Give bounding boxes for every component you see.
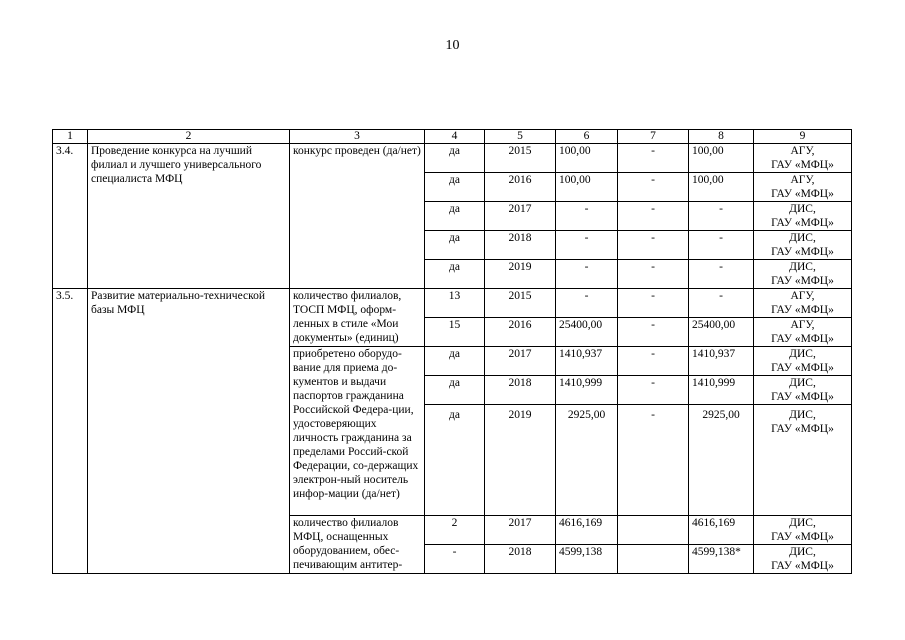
cell: 2019 — [485, 405, 556, 516]
cell: - — [618, 144, 689, 173]
cell: 2017 — [485, 516, 556, 545]
cell: 100,00 — [689, 144, 754, 173]
cell: 1410,999 — [556, 376, 618, 405]
cell: да — [425, 376, 485, 405]
cell: 2019 — [485, 260, 556, 289]
cell: - — [618, 202, 689, 231]
table-row — [53, 289, 852, 318]
cell: - — [556, 202, 618, 231]
header-cell: 5 — [485, 130, 556, 144]
executor-cell: ДИС, ГАУ «МФЦ» — [754, 516, 852, 545]
cell: да — [425, 202, 485, 231]
cell: - — [689, 231, 754, 260]
header-cell: 8 — [689, 130, 754, 144]
cell: 4599,138 — [556, 545, 618, 574]
item-name: Развитие материально-технической базы МФЦ — [88, 289, 290, 574]
cell: - — [618, 376, 689, 405]
executor-cell: АГУ, ГАУ «МФЦ» — [754, 144, 852, 173]
cell: 2016 — [485, 318, 556, 347]
cell: 2018 — [485, 545, 556, 574]
executor-cell: ДИС, ГАУ «МФЦ» — [754, 405, 852, 516]
cell: 1410,937 — [556, 347, 618, 376]
cell: да — [425, 260, 485, 289]
cell: 2925,00 — [689, 405, 754, 516]
cell: 2015 — [485, 144, 556, 173]
cell: - — [556, 231, 618, 260]
cell: 25400,00 — [689, 318, 754, 347]
cell: - — [618, 173, 689, 202]
cell: да — [425, 405, 485, 516]
cell: 2 — [425, 516, 485, 545]
cell: - — [618, 231, 689, 260]
executor-cell: ДИС, ГАУ «МФЦ» — [754, 202, 852, 231]
cell: 2016 — [485, 173, 556, 202]
table-row — [53, 144, 852, 173]
cell: 2925,00 — [556, 405, 618, 516]
header-cell: 1 — [53, 130, 88, 144]
cell: - — [618, 260, 689, 289]
cell: 2018 — [485, 376, 556, 405]
cell: 100,00 — [689, 173, 754, 202]
cell: - — [689, 289, 754, 318]
executor-cell: ДИС, ГАУ «МФЦ» — [754, 376, 852, 405]
executor-cell: ДИС, ГАУ «МФЦ» — [754, 347, 852, 376]
cell — [618, 545, 689, 574]
header-cell: 4 — [425, 130, 485, 144]
header-cell: 7 — [618, 130, 689, 144]
cell: - — [618, 347, 689, 376]
header-row — [53, 130, 852, 144]
cell: - — [556, 260, 618, 289]
cell: - — [618, 318, 689, 347]
cell: да — [425, 144, 485, 173]
cell: 4616,169 — [556, 516, 618, 545]
item-name: Проведение конкурса на лучший филиал и лучшего универсального специалиста МФЦ — [88, 144, 290, 289]
cell: да — [425, 347, 485, 376]
header-cell: 2 — [88, 130, 290, 144]
item-number: 3.4. — [53, 144, 88, 289]
executor-cell: АГУ, ГАУ «МФЦ» — [754, 318, 852, 347]
executor-cell: АГУ, ГАУ «МФЦ» — [754, 173, 852, 202]
cell: 4616,169 — [689, 516, 754, 545]
cell: - — [556, 289, 618, 318]
cell: 100,00 — [556, 173, 618, 202]
header-cell: 9 — [754, 130, 852, 144]
cell: 15 — [425, 318, 485, 347]
page-number: 10 — [445, 38, 460, 53]
indicator: конкурс проведен (да/нет) — [290, 144, 425, 289]
program-table — [52, 129, 852, 574]
executor-cell: АГУ, ГАУ «МФЦ» — [754, 289, 852, 318]
cell: да — [425, 231, 485, 260]
cell: - — [618, 405, 689, 516]
indicator: приобретено оборудо-вание для приема до-кументов и выдачи паспортов гражданина Российской Федера-ции, удостоверяющих личность гражданина за пределами Россий-ской Федерации, со-держащих электрон-ный носитель инфор-мации (да/нет) — [290, 347, 425, 516]
cell: 2017 — [485, 202, 556, 231]
indicator: количество филиалов МФЦ, оснащенных оборудованием, обес-печивающим антитер- — [290, 516, 425, 574]
executor-cell: ДИС, ГАУ «МФЦ» — [754, 260, 852, 289]
cell: 2015 — [485, 289, 556, 318]
header-cell: 6 — [556, 130, 618, 144]
indicator: количество филиалов, ТОСП МФЦ, оформ-ленных в стиле «Мои документы» (единиц) — [290, 289, 425, 347]
header-cell: 3 — [290, 130, 425, 144]
executor-cell: ДИС, ГАУ «МФЦ» — [754, 545, 852, 574]
cell: 13 — [425, 289, 485, 318]
cell: - — [425, 545, 485, 574]
cell: 100,00 — [556, 144, 618, 173]
cell: 2018 — [485, 231, 556, 260]
cell: да — [425, 173, 485, 202]
cell: 1410,937 — [689, 347, 754, 376]
cell — [618, 516, 689, 545]
executor-cell: ДИС, ГАУ «МФЦ» — [754, 231, 852, 260]
cell: - — [689, 202, 754, 231]
cell: 25400,00 — [556, 318, 618, 347]
cell: 1410,999 — [689, 376, 754, 405]
cell: 2017 — [485, 347, 556, 376]
cell: - — [689, 260, 754, 289]
cell: - — [618, 289, 689, 318]
item-number: 3.5. — [53, 289, 88, 574]
cell: 4599,138* — [689, 545, 754, 574]
